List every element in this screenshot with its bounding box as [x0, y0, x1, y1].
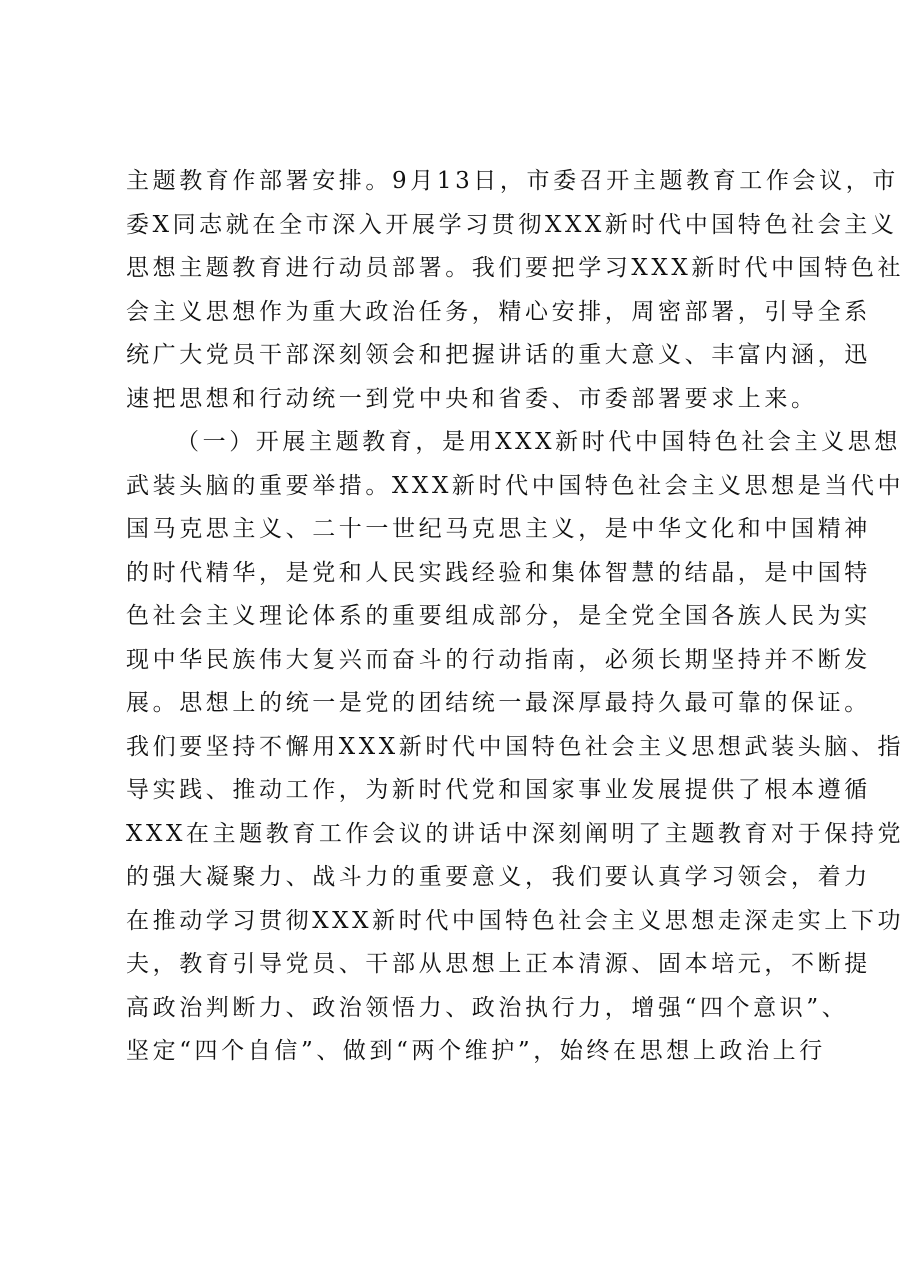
text-line: 思想主题教育进行动员部署。我们要把学习XXX新时代中国特色社	[126, 255, 905, 281]
text-line: 武装头脑的重要举措。XXX新时代中国特色社会主义思想是当代中	[126, 472, 905, 499]
text-line: 会主义思想作为重大政治任务，精心安排，周密部署，引导全系	[126, 298, 871, 325]
text-line: 我们要坚持不懈用XXX新时代中国特色社会主义思想武装头脑、指	[126, 733, 905, 760]
section-heading-line: （一）开展主题教育，是用XXX新时代中国特色社会主义思想	[176, 429, 901, 455]
text-line: XXX在主题教育工作会议的讲话中深刻阐明了主题教育对于保持党	[126, 820, 905, 847]
text-line: 速把思想和行动统一到党中央和省委、市委部署要求上来。	[126, 385, 818, 412]
text-line: 的时代精华，是党和人民实践经验和集体智慧的结晶，是中国特	[126, 559, 871, 586]
text-line: 坚定“四个自信”、做到“两个维护”，始终在思想上政治上行	[126, 1038, 826, 1064]
text-line: 导实践、推动工作，为新时代党和国家事业发展提供了根本遵循	[126, 777, 871, 803]
text-line: 高政治判断力、政治领悟力、政治执行力，增强“四个意识”、	[126, 994, 849, 1021]
text-line: 在推动学习贯彻XXX新时代中国特色社会主义思想走深走实上下功	[126, 907, 905, 934]
text-line: 色社会主义理论体系的重要组成部分，是全党全国各族人民为实	[126, 603, 871, 629]
text-line: 的强大凝聚力、战斗力的重要意义，我们要认真学习领会，着力	[126, 864, 871, 890]
text-line: 夫，教育引导党员、干部从思想上正本清源、固本培元，不断提	[126, 951, 871, 977]
body-text	[126, 160, 905, 1074]
text-line: 现中华民族伟大复兴而奋斗的行动指南，必须长期坚持并不断发	[126, 646, 871, 673]
text-line: 展。思想上的统一是党的团结统一最深厚最持久最可靠的保证。	[126, 690, 871, 716]
text-line: 委X同志就在全市深入开展学习贯彻XXX新时代中国特色社会主义	[126, 211, 898, 238]
text-line: 统广大党员干部深刻领会和把握讲话的重大意义、丰富内涵，迅	[126, 342, 871, 368]
text-line: 主题教育作部署安排。9月13日，市委召开主题教育工作会议，市	[126, 168, 899, 194]
text-line: 国马克思主义、二十一世纪马克思主义，是中华文化和中国精神	[126, 516, 871, 542]
